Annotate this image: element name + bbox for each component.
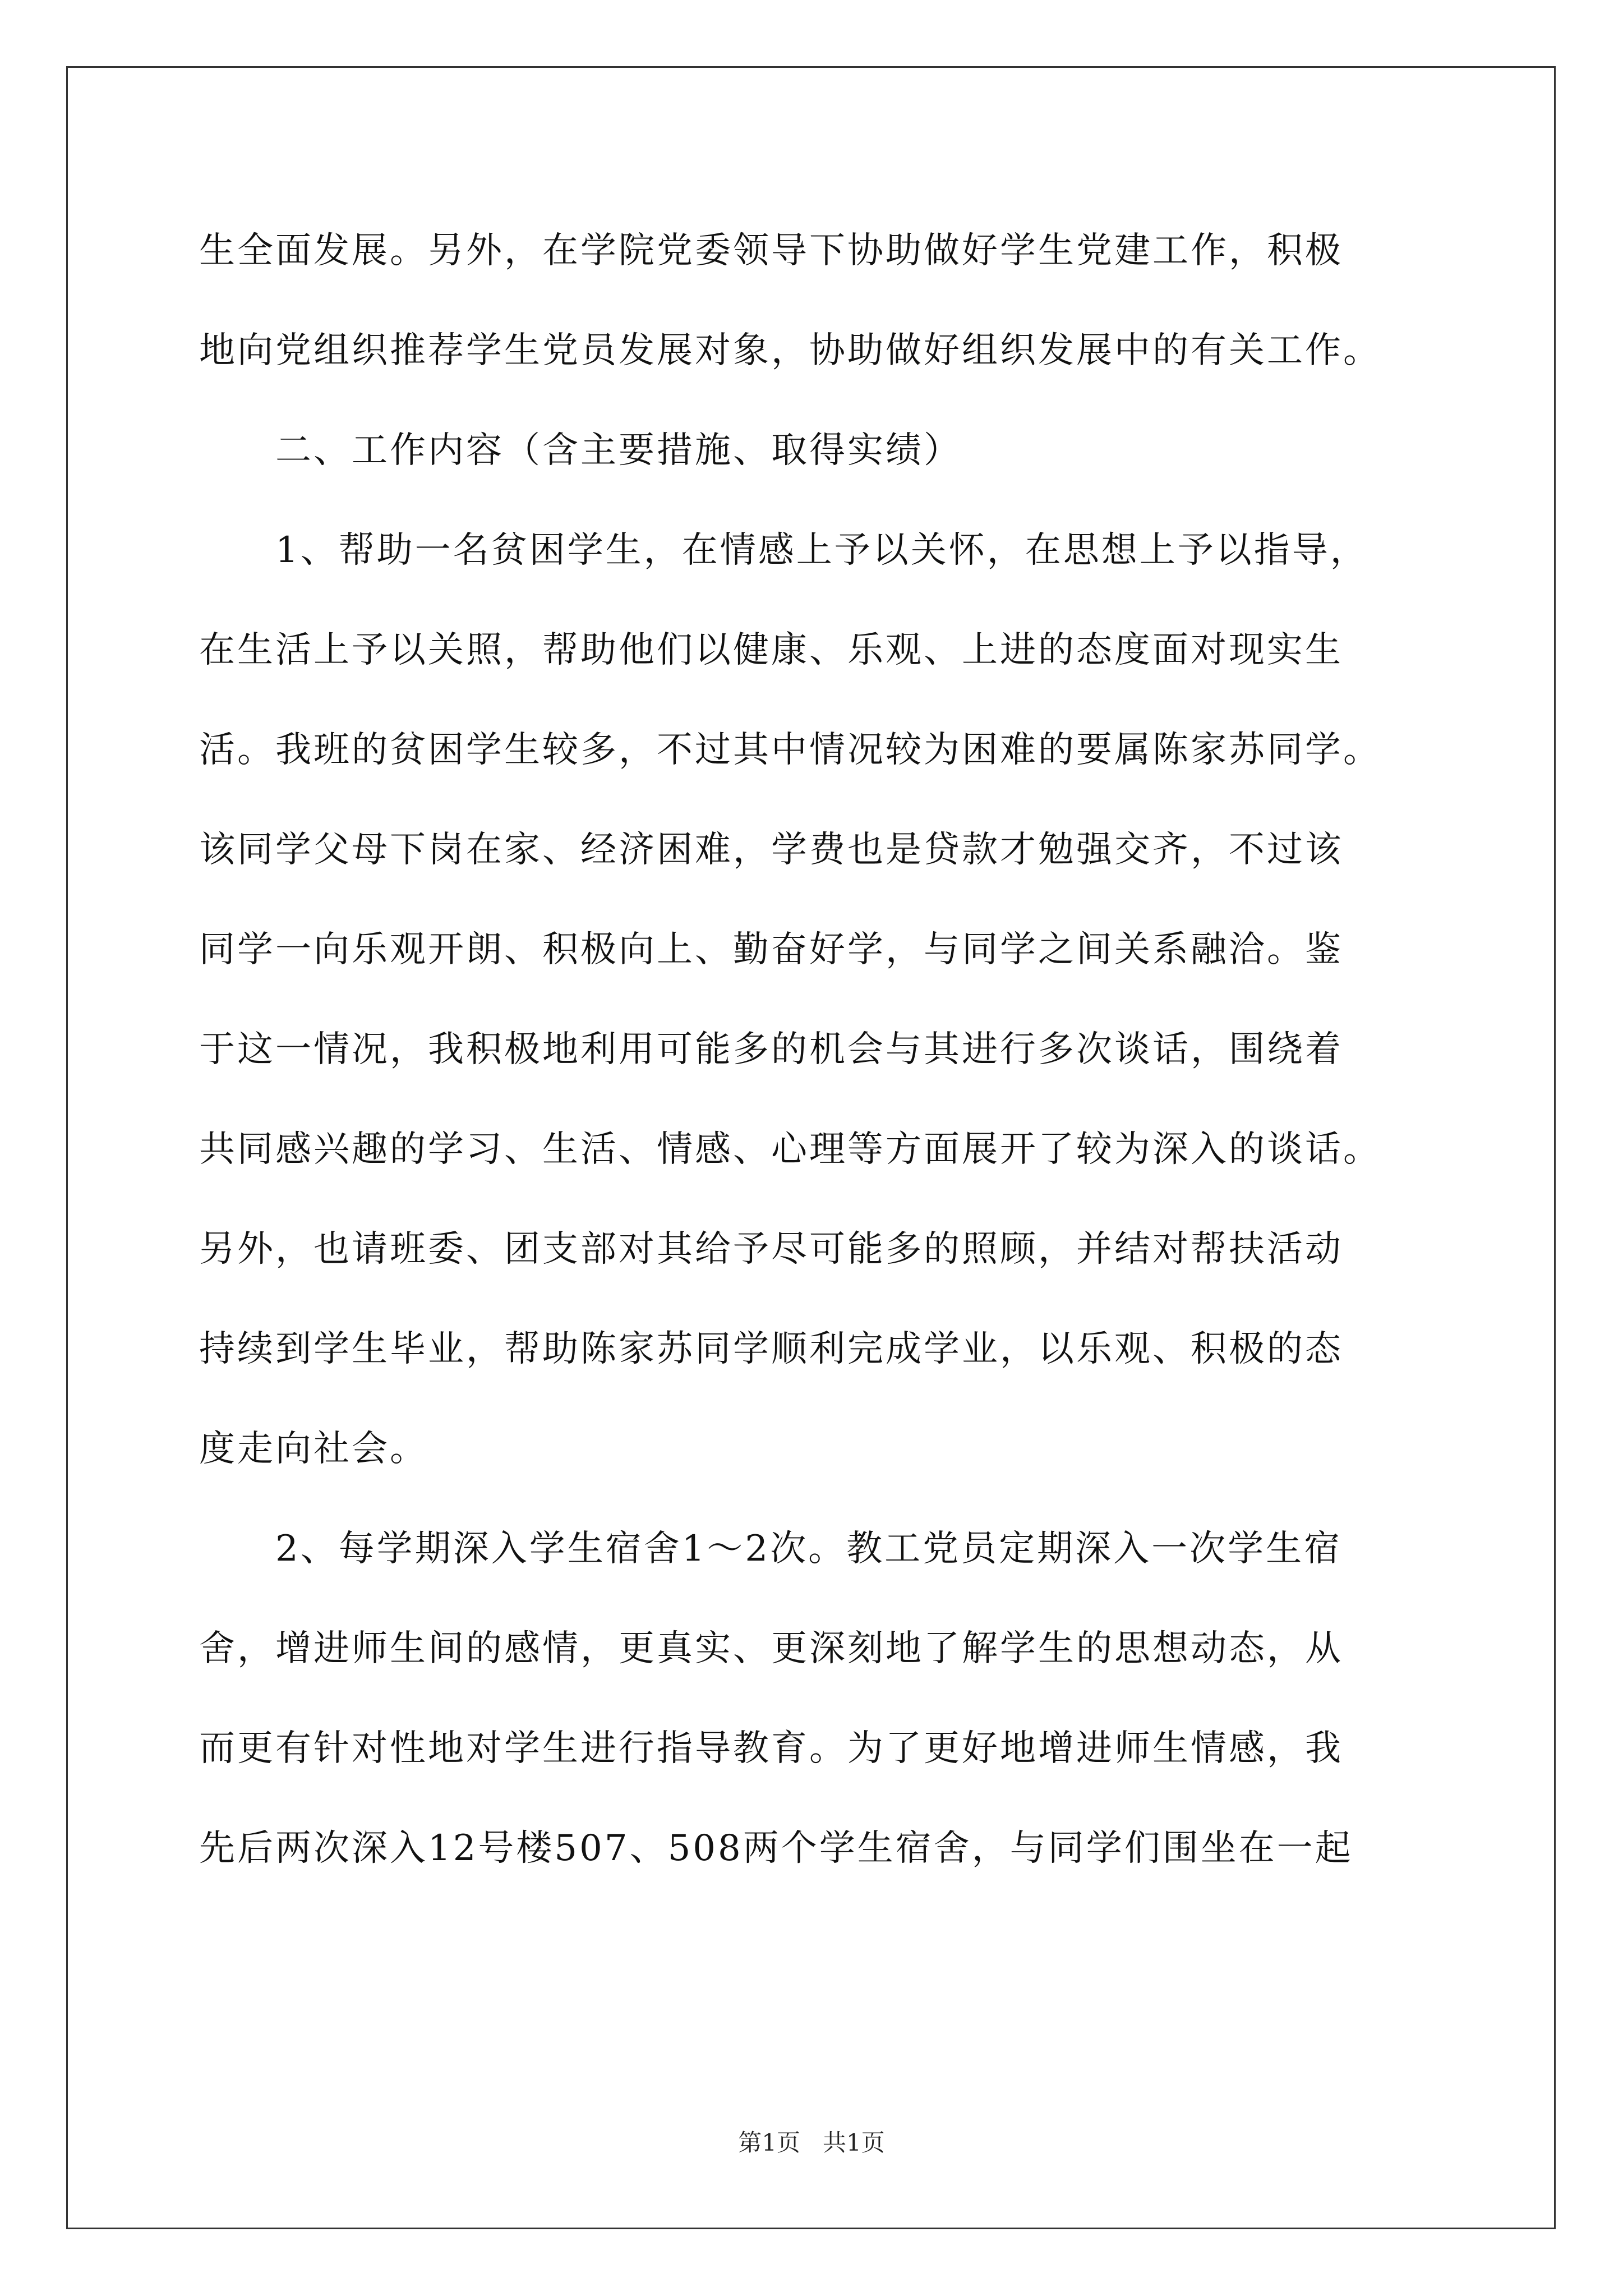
text-line: 1、帮助一名贫困学生，在情感上予以关怀，在思想上予以指导， (275, 530, 1368, 571)
text-line: 度走向社会。 (199, 1428, 428, 1470)
section-heading: 二、工作内容（含主要措施、取得实绩） (275, 430, 962, 471)
text-line: 共同感兴趣的学习、生活、情感、心理等方面展开了较为深入的谈话。 (199, 1129, 1381, 1170)
text-line: 该同学父母下岗在家、经济困难，学费也是贷款才勉强交齐，不过该 (199, 829, 1343, 871)
text-line: 同学一向乐观开朗、积极向上、勤奋好学，与同学之间关系融洽。鉴 (199, 929, 1343, 970)
text-line: 2、每学期深入学生宿舍1～2次。教工党员定期深入一次学生宿 (275, 1528, 1343, 1570)
text-line: 持续到学生毕业，帮助陈家苏同学顺利完成学业，以乐观、积极的态 (199, 1328, 1343, 1370)
text-line: 而更有针对性地对学生进行指导教育。为了更好地增进师生情感，我 (199, 1728, 1343, 1769)
text-line: 活。我班的贫困学生较多，不过其中情况较为困难的要属陈家苏同学。 (199, 729, 1381, 771)
document-body (199, 201, 1422, 1898)
text-line: 在生活上予以关照，帮助他们以健康、乐观、上进的态度面对现实生 (199, 629, 1343, 671)
page-number: 第1页 共1页 (738, 2129, 885, 2156)
text-line: 于这一情况，我积极地利用可能多的机会与其进行多次谈话，围绕着 (199, 1029, 1343, 1070)
text-line: 先后两次深入12号楼507、508两个学生宿舍，与同学们围坐在一起 (199, 1828, 1353, 1869)
text-line: 生全面发展。另外，在学院党委领导下协助做好学生党建工作，积极 (199, 230, 1343, 272)
page-footer (0, 2126, 1623, 2160)
text-line: 地向党组织推荐学生党员发展对象，协助做好组织发展中的有关工作。 (199, 330, 1381, 371)
text-line: 舍，增进师生间的感情，更真实、更深刻地了解学生的思想动态，从 (199, 1628, 1343, 1669)
text-line: 另外，也请班委、团支部对其给予尽可能多的照顾，并结对帮扶活动 (199, 1228, 1343, 1270)
